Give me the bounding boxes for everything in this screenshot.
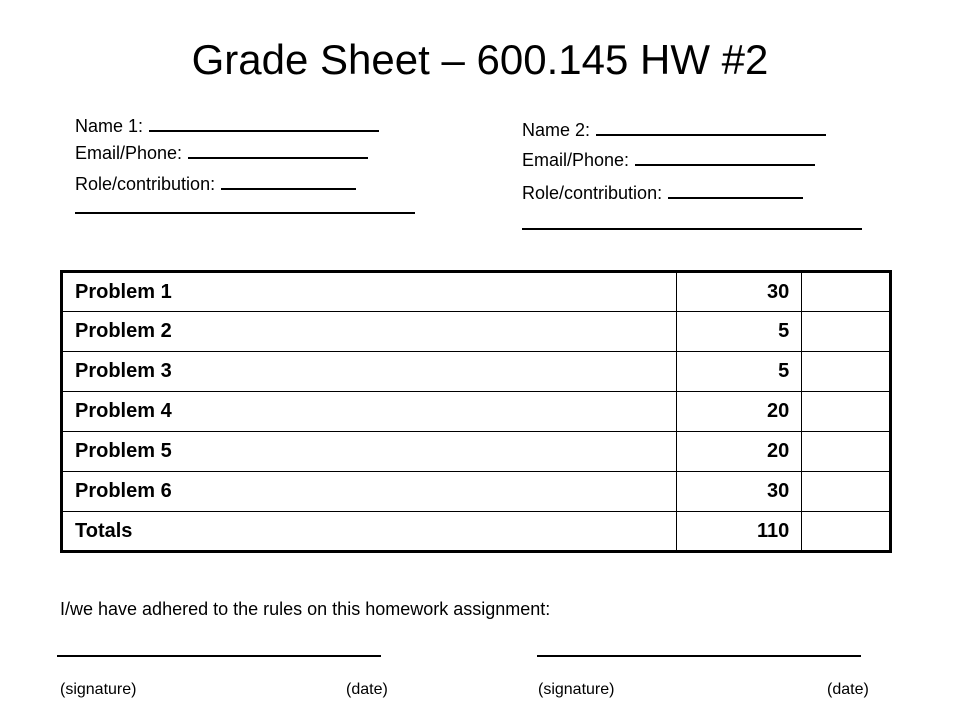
email-2-label: Email/Phone: [522,150,630,170]
email-1-label: Email/Phone: [75,143,183,163]
signature-line-1[interactable] [57,655,381,657]
role-1-continuation-line[interactable] [75,212,415,214]
problem-label: Problem 6 [62,472,677,512]
problem-label: Totals [62,512,677,552]
grade-table [60,270,892,553]
totals-row [62,512,891,552]
email-1-row [75,139,368,164]
max-points: 20 [676,432,802,472]
score-cell[interactable] [802,272,891,312]
score-cell[interactable] [802,512,891,552]
grade-table-body [62,272,891,552]
role-2-row [522,179,803,204]
name-2-field[interactable] [596,116,826,136]
role-1-field[interactable] [221,170,356,190]
signature-1-label: (signature) [60,681,137,698]
score-cell[interactable] [802,352,891,392]
score-cell[interactable] [802,432,891,472]
email-2-field[interactable] [635,146,815,166]
problem-label: Problem 2 [62,312,677,352]
score-cell[interactable] [802,472,891,512]
table-row [62,352,891,392]
name-1-row [75,112,379,137]
role-1-row [75,170,356,195]
role-2-continuation-line[interactable] [522,228,862,230]
score-cell[interactable] [802,312,891,352]
page-title: Grade Sheet – 600.145 HW #2 [191,36,769,83]
problem-label: Problem 5 [62,432,677,472]
table-row [62,272,891,312]
role-2-field[interactable] [668,179,803,199]
date-1-label: (date) [346,681,388,698]
problem-label: Problem 4 [62,392,677,432]
table-row [62,312,891,352]
signature-2-label: (signature) [538,681,615,698]
max-points: 110 [676,512,802,552]
name-1-field[interactable] [149,112,379,132]
max-points: 5 [676,352,802,392]
problem-label: Problem 3 [62,352,677,392]
max-points: 20 [676,392,802,432]
email-1-field[interactable] [188,139,368,159]
name-1-label: Name 1: [75,116,144,136]
problem-label: Problem 1 [62,272,677,312]
max-points: 30 [676,472,802,512]
signature-line-2[interactable] [537,655,861,657]
table-row [62,472,891,512]
score-cell[interactable] [802,392,891,432]
table-row [62,392,891,432]
max-points: 30 [676,272,802,312]
email-2-row [522,146,815,171]
name-2-label: Name 2: [522,120,591,140]
role-1-label: Role/contribution: [75,174,216,194]
table-row [62,432,891,472]
date-2-label: (date) [827,681,869,698]
honor-statement: I/we have adhered to the rules on this homework assignment: [60,599,551,619]
max-points: 5 [676,312,802,352]
name-2-row [522,116,826,141]
role-2-label: Role/contribution: [522,183,663,203]
